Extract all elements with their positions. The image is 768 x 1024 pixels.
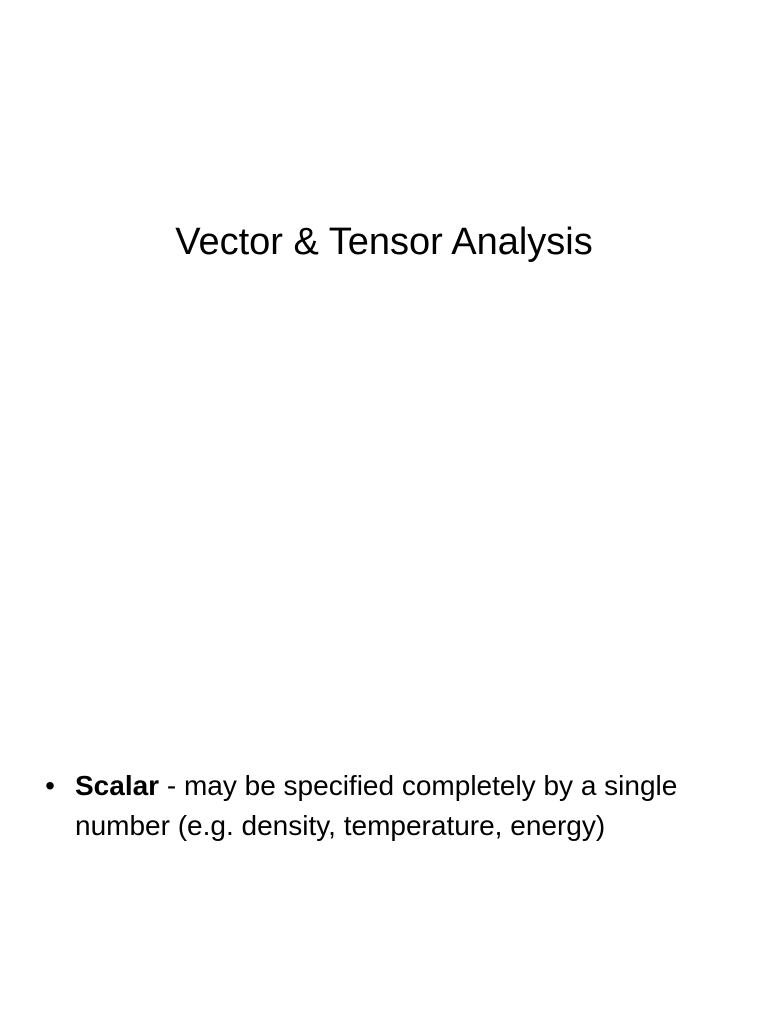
- bullet-item-scalar: [40, 766, 690, 846]
- slide-title: Vector & Tensor Analysis: [175, 221, 593, 263]
- bullet-term: Scalar: [75, 770, 160, 801]
- bullet-marker: •: [45, 770, 55, 801]
- bullet-list: [40, 766, 690, 846]
- bullet-text: - may be specified completely by a single number (e.g. density, temperature, energy): [75, 770, 678, 841]
